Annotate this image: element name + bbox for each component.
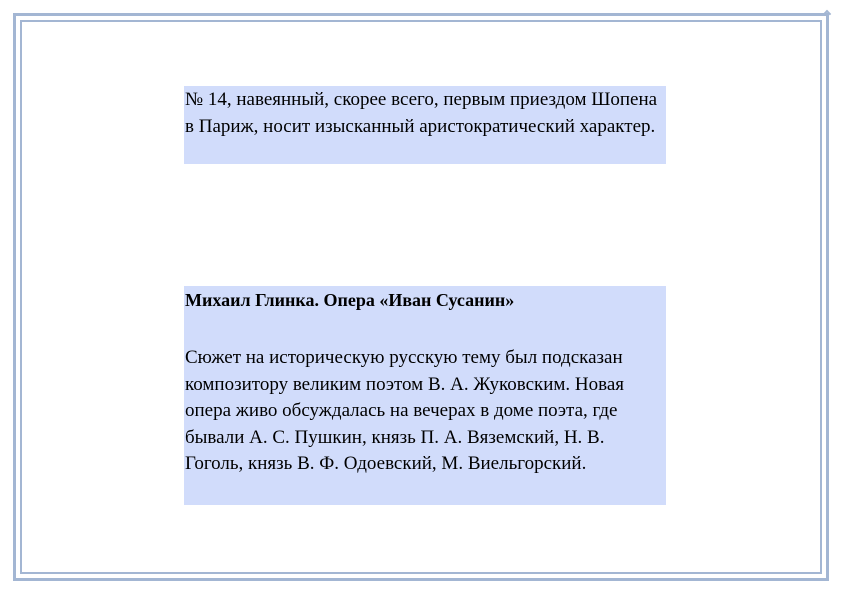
section-body-paragraph: Сюжет на историческую русскую тему был подсказан композитору великим поэтом В. А. Жуковским. Новая опера живо обсуждалась на вечерах в доме поэта, где бывали А. С. Пушкин, князь П. А. Вяземский, Н. В. Гоголь, князь В. Ф. Одоевский, М. Виельгорский. <box>185 347 625 474</box>
section-heading: Михаил Глинка. Опера «Иван Сусанин» <box>185 290 515 310</box>
intro-text-box <box>184 86 666 164</box>
opera-text-box <box>184 286 666 505</box>
intro-paragraph: № 14, навеянный, скорее всего, первым приездом Шопена в Париж, носит изысканный аристократический характер. <box>185 89 658 137</box>
